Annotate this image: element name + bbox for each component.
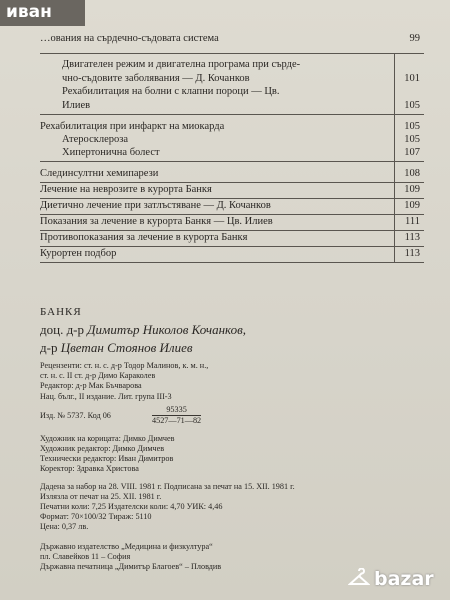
toc-text: чно-съдовите заболявания — Д. Кочанков [62,73,250,84]
imprint-editor: Редактор: д-р Мак Бъчварова [40,381,142,390]
page-column-rule [394,53,395,262]
toc-row [40,248,420,260]
book-title: БАНКЯ [40,306,82,318]
imprint-publisher-address: пл. Славейков 11 – София [40,552,131,561]
toc-divider [40,114,424,115]
author-2-name: Цветан Стоянов Илиев [60,340,193,355]
toc-row [40,33,420,45]
imprint-code-prefix: Изд. № 5737. Код 06 [40,411,111,420]
toc-row [40,121,420,133]
toc-text: Курортен подбор [40,248,117,259]
toc-text: Илиев [62,100,91,111]
toc-row [40,184,420,196]
toc-divider [40,214,424,215]
toc-page: 109 [404,184,420,195]
bazar-logo-word: bazar [374,568,434,590]
toc-page: 105 [404,100,420,111]
toc-text: Двигателен режим и двигателна програма при сърде- [62,59,301,70]
toc-text: Рехабилитация при инфаркт на миокарда [40,121,225,132]
code-denominator: 4527—71—82 [152,416,202,425]
imprint-nationality: Нац. бълг., II издание. Лит. група III-3 [40,392,172,401]
hanger-icon [348,568,370,590]
toc-text: Слединсултни хемипарези [40,168,159,179]
imprint-price: Цена: 0,37 лв. [40,522,89,531]
imprint-format: Формат: 70×100/32 Тираж: 5110 [40,512,152,521]
toc-text: Лечение на неврозите в курорта Банкя [40,184,212,195]
author-1 [40,322,246,338]
toc-text: Показания за лечение в курорта Банкя — Цв. Илиев [40,216,273,227]
toc-page: 113 [404,248,420,259]
imprint-art-editor: Художник редактор: Димко Димчев [40,444,165,453]
imprint-sheets: Печатни коли: 7,25 Издателски коли: 4,70 УИК: 4,46 [40,502,223,511]
toc-row [40,100,420,112]
toc-text: Атеросклероза [62,134,129,145]
watermark-handle: иван [0,0,85,26]
toc-row [40,232,420,244]
imprint-code-fraction [152,405,201,426]
toc-page: 101 [404,73,420,84]
imprint-printer: Държавна печатница „Димитър Благоев“ – Пловдив [40,562,222,571]
author-2-prefix: д-р [40,340,58,355]
toc-page: 108 [404,168,420,179]
toc-page: 107 [404,147,420,158]
author-2 [40,340,193,356]
toc-row [40,134,420,146]
imprint-cover-artist: Художник на корицата: Димко Димчев [40,434,175,443]
toc-text: Хипертонична болест [62,147,160,158]
toc-divider [40,53,424,54]
toc-row [40,59,420,71]
author-1-prefix: доц. д-р [40,322,85,337]
imprint-reviewers-2: ст. н. с. II ст. д-р Димо Караколев [40,371,156,380]
toc-page: 105 [404,121,420,132]
toc-divider [40,230,424,231]
imprint-dates-2: Излязла от печат на 25. XII. 1981 г. [40,492,162,501]
toc-divider [40,182,424,183]
imprint-tech-editor: Технически редактор: Иван Димитров [40,454,174,463]
toc-divider [40,161,424,162]
toc-page: 99 [409,33,420,44]
toc-text: Диетично лечение при затлъстяване — Д. Кочанков [40,200,271,211]
code-numerator: 95335 [152,405,201,416]
imprint-proofreader: Коректор: Здравка Христова [40,464,139,473]
toc-row [40,147,420,159]
toc-text: Рехабилитация на болни с клапни пороци — Цв. [62,86,280,97]
toc-row [40,200,420,212]
toc-row [40,73,420,85]
toc-page: 105 [404,134,420,145]
toc-text: …ования на сърдечно-съдовата система [40,33,219,44]
toc-row [40,168,420,180]
toc-text: Противопоказания за лечение в курорта Банкя [40,232,248,243]
toc-row [40,216,420,228]
toc-page: 111 [405,216,420,227]
toc-page: 113 [404,232,420,243]
author-1-name: Димитър Николов Кочанков, [87,322,247,337]
imprint-publisher: Държавно издателство „Медицина и физкултура“ [40,542,213,551]
imprint-dates: Дадена за набор на 28. VIII. 1981 г. Подписана за печат на 15. XII. 1981 г. [40,482,295,491]
toc-divider [40,246,424,247]
toc-divider [40,262,424,263]
bazar-logo [348,566,448,596]
toc-page: 109 [404,200,420,211]
imprint-reviewers: Рецензенти: ст. н. с. д-р Тодор Малинов, к. м. н., [40,361,209,370]
toc-row [40,86,420,98]
toc-divider [40,198,424,199]
